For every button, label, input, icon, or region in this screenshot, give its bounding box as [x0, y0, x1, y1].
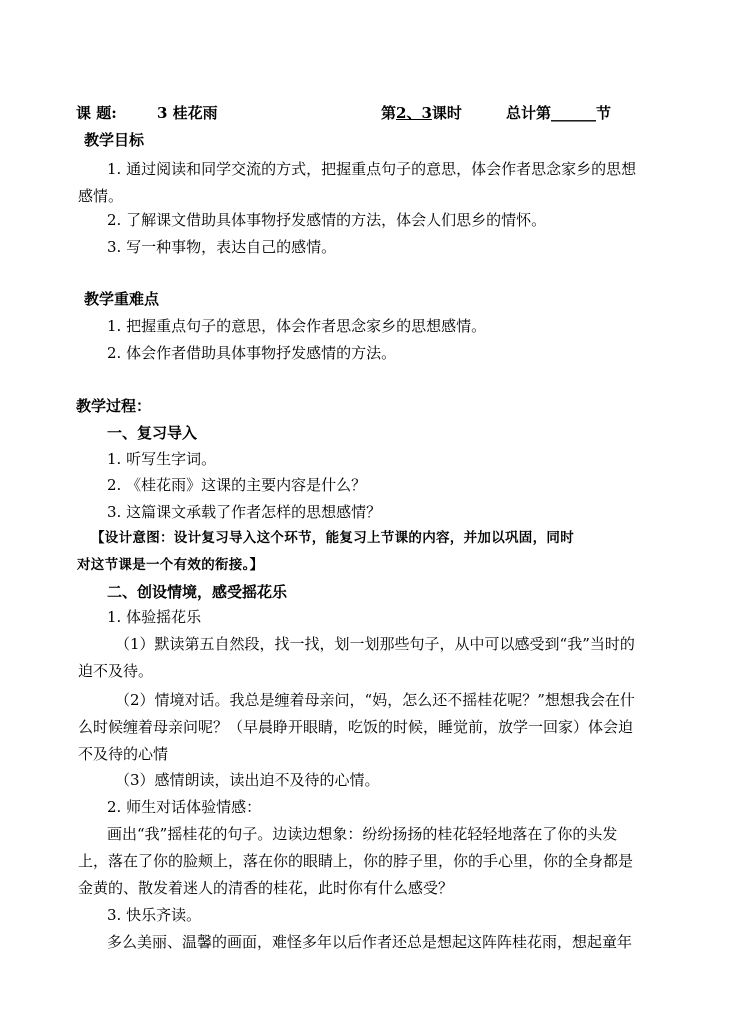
total-blank: ______	[551, 104, 597, 122]
section2-line: 上，落在了你的脸颊上，落在你的眼睛上，你的脖子里，你的手心里，你的全身都是	[78, 852, 634, 870]
section2-line: 1. 体验摇花乐	[107, 608, 202, 626]
section2-line: 不及待的心情	[78, 745, 169, 763]
section1-item: 2. 《桂花雨》这课的主要内容是什么？	[107, 476, 367, 494]
period-info	[381, 103, 462, 123]
section1-item: 3. 这篇课文承载了作者怎样的思想感情？	[107, 503, 382, 521]
section1-title: 一、复习导入	[107, 424, 198, 442]
key-point-item: 2. 体会作者借助具体事物抒发感情的方法。	[107, 344, 397, 362]
period-value: 2、3	[396, 104, 432, 122]
section2-title: 二、创设情境，感受摇花乐	[107, 583, 288, 601]
section2-line: 金黄的、散发着迷人的清香的桂花，此时你有什么感受？	[78, 879, 454, 897]
total-prefix: 总计第	[506, 104, 552, 122]
design-note: 对这节课是一个有效的衔接。】	[77, 557, 264, 573]
section2-line: （3）感情朗读，读出迫不及待的心情。	[115, 771, 380, 789]
section2-line: 多么美丽、温馨的画面，难怪多年以后作者还总是想起这阵阵桂花雨，想起童年	[107, 933, 633, 951]
section2-line: （2）情境对话。我总是缠着母亲问，“妈，怎么还不摇桂花呢？”想想我会在什	[115, 691, 635, 709]
objective-item: 感情。	[78, 187, 124, 205]
section2-line: 画出“我”摇桂花的句子。边读边想象：纷纷扬扬的桂花轻轻地落在了你的头发	[107, 825, 618, 843]
process-heading: 教学过程：	[76, 397, 152, 415]
design-note: 【设计意图：设计复习导入这个环节，能复习上节课的内容，并加以巩固，同时	[91, 530, 574, 546]
objective-item: 2. 了解课文借助具体事物抒发感情的方法，体会人们思乡的情怀。	[107, 211, 547, 229]
section2-line: 2. 师生对话体验情感：	[107, 798, 262, 816]
section2-line: 迫不及待。	[78, 662, 154, 680]
objective-item: 3. 写一种事物，表达自己的感情。	[107, 238, 337, 256]
section1-item: 1. 听写生字词。	[107, 450, 217, 468]
topic-value: 3 桂花雨	[157, 104, 218, 122]
period-suffix: 课时	[431, 104, 462, 122]
objective-item: 1. 通过阅读和同学交流的方式，把握重点句子的意思，体会作者思念家乡的思想	[107, 160, 637, 178]
section2-line: 么时候缠着母亲问呢？（早晨睁开眼睛，吃饭的时候，睡觉前，放学一回家）体会迫	[78, 718, 634, 736]
section2-line: （1）默读第五自然段，找一找，划一划那些句子，从中可以感受到“我”当时的	[115, 635, 635, 653]
total-info	[506, 103, 611, 123]
section2-line: 3. 快乐齐读。	[107, 906, 202, 924]
objectives-heading: 教学目标	[84, 131, 145, 149]
key-points-heading: 教学重难点	[84, 290, 160, 308]
key-point-item: 1. 把握重点句子的意思，体会作者思念家乡的思想感情。	[107, 317, 487, 335]
period-prefix: 第	[381, 104, 397, 122]
total-suffix: 节	[596, 104, 612, 122]
topic-label: 课 题:	[76, 104, 117, 122]
